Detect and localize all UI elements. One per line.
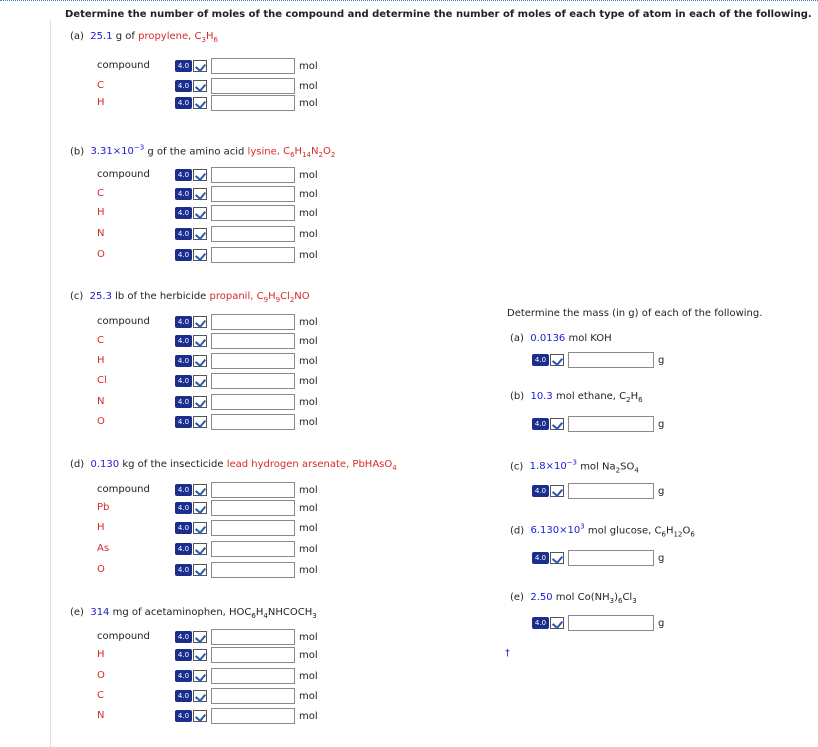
- value-badge[interactable]: 4.0: [175, 335, 192, 347]
- mass-answer-control: [532, 352, 664, 368]
- grams-input[interactable]: [568, 550, 654, 566]
- mol-unit: mol: [299, 97, 318, 109]
- check-icon[interactable]: [550, 485, 564, 497]
- value-badge[interactable]: 4.0: [175, 543, 192, 555]
- value-badge[interactable]: 4.0: [175, 690, 192, 702]
- question-c-row-label: H: [97, 355, 105, 366]
- check-icon[interactable]: [193, 631, 207, 643]
- mol-input[interactable]: [211, 520, 295, 536]
- mol-unit: mol: [299, 522, 318, 534]
- question-a-answer-control: [175, 95, 318, 111]
- check-icon[interactable]: [193, 355, 207, 367]
- question-d-answer-control: [175, 482, 318, 498]
- check-icon[interactable]: [550, 617, 564, 629]
- g-unit: g: [658, 617, 665, 629]
- mass-answer-control: [532, 483, 664, 499]
- mol-input[interactable]: [211, 167, 295, 183]
- mol-input[interactable]: [211, 247, 295, 263]
- question-b-amount: $3.31\times 10^{-3}$: [90, 144, 145, 158]
- mol-input[interactable]: [211, 95, 295, 111]
- value-badge[interactable]: 4.0: [175, 416, 192, 428]
- check-icon[interactable]: [193, 80, 207, 92]
- value-badge[interactable]: 4.0: [175, 80, 192, 92]
- g-unit: g: [658, 552, 665, 564]
- check-icon[interactable]: [193, 543, 207, 555]
- check-icon[interactable]: [193, 564, 207, 576]
- question-c-answer-control: [175, 373, 318, 389]
- mol-unit: mol: [299, 649, 318, 661]
- question-b-row-label: N: [97, 228, 105, 239]
- question-a-answer-control: [175, 58, 318, 74]
- mol-input[interactable]: [211, 78, 295, 94]
- question-a-answer-control: [175, 78, 318, 94]
- value-badge[interactable]: 4.0: [175, 564, 192, 576]
- question-a-compound-name: propylene: [138, 31, 189, 42]
- value-badge[interactable]: 4.0: [175, 316, 192, 328]
- question-c-title: (c) 25.3 lb of the herbicide propanil, $C_9H_9Cl_2NO$: [70, 291, 310, 304]
- value-badge[interactable]: 4.0: [532, 617, 549, 629]
- check-icon[interactable]: [193, 670, 207, 682]
- question-d-row-label: O: [97, 564, 105, 575]
- question-c-answer-control: [175, 394, 318, 410]
- value-badge[interactable]: 4.0: [175, 710, 192, 722]
- mol-unit: mol: [299, 249, 318, 261]
- question-e-row-label: N: [97, 710, 105, 721]
- mass-answer-control: [532, 615, 664, 631]
- mol-input[interactable]: [211, 414, 295, 430]
- grams-input[interactable]: [568, 352, 654, 368]
- question-a-row-label: C: [97, 80, 104, 91]
- check-icon[interactable]: [193, 228, 207, 240]
- question-b-row-label: H: [97, 207, 105, 218]
- value-badge[interactable]: 4.0: [175, 169, 192, 181]
- value-badge[interactable]: 4.0: [175, 249, 192, 261]
- value-badge[interactable]: 4.0: [175, 228, 192, 240]
- value-badge[interactable]: 4.0: [175, 649, 192, 661]
- question-b-answer-control: [175, 247, 318, 263]
- question-e-answer-control: [175, 688, 318, 704]
- question-a-title: (a) 25.1 g of propylene, $C_3H_6$: [70, 31, 218, 44]
- mass-answer-control: [532, 550, 664, 566]
- check-icon[interactable]: [193, 484, 207, 496]
- value-badge[interactable]: 4.0: [175, 522, 192, 534]
- value-badge[interactable]: 4.0: [175, 188, 192, 200]
- check-icon[interactable]: [193, 169, 207, 181]
- top-border: [0, 0, 818, 1]
- mol-input[interactable]: [211, 394, 295, 410]
- question-c-row-label: C: [97, 335, 104, 346]
- question-a-row-label: compound: [97, 60, 150, 71]
- mol-input[interactable]: [211, 226, 295, 242]
- question-b-answer-control: [175, 205, 318, 221]
- question-a-formula: , $C_3H_6$: [188, 31, 218, 44]
- g-unit: g: [658, 418, 665, 430]
- question-b-formula: , $C_6H_{14}N_2O_2$: [276, 146, 336, 160]
- value-badge[interactable]: 4.0: [175, 355, 192, 367]
- g-unit: g: [658, 354, 665, 366]
- check-icon[interactable]: [550, 418, 564, 430]
- value-badge[interactable]: 4.0: [175, 396, 192, 408]
- check-icon[interactable]: [193, 375, 207, 387]
- question-d-answer-control: [175, 541, 318, 557]
- mol-unit: mol: [299, 416, 318, 428]
- mol-unit: mol: [299, 631, 318, 643]
- question-e-answer-control: [175, 629, 318, 645]
- mol-unit: mol: [299, 543, 318, 555]
- mol-unit: mol: [299, 710, 318, 722]
- mass-a-title: (a) 0.0136 mol KOH: [510, 333, 612, 344]
- check-icon[interactable]: [193, 207, 207, 219]
- question-b-row-label: C: [97, 188, 104, 199]
- question-c-row-label: N: [97, 396, 105, 407]
- mol-unit: mol: [299, 207, 318, 219]
- question-d-row-label: H: [97, 522, 105, 533]
- check-icon[interactable]: [550, 354, 564, 366]
- question-d-title: (d) 0.130 kg of the insecticide lead hydrogen arsenate, PbHAsO$_4$: [70, 459, 397, 472]
- mol-input[interactable]: [211, 333, 295, 349]
- left-border: [50, 20, 51, 747]
- mol-unit: mol: [299, 564, 318, 576]
- mass-d-title: (d) $6.130\times 10^3$ mol glucose, $C_6H_{12}O_6$: [510, 523, 695, 539]
- value-badge[interactable]: 4.0: [175, 207, 192, 219]
- question-e-answer-control: [175, 708, 318, 724]
- value-badge[interactable]: 4.0: [532, 552, 549, 564]
- check-icon[interactable]: [550, 552, 564, 564]
- grams-input[interactable]: [568, 416, 654, 432]
- question-d-answer-control: [175, 562, 318, 578]
- check-icon[interactable]: [193, 502, 207, 514]
- mol-input[interactable]: [211, 647, 295, 663]
- question-e-row-label: O: [97, 670, 105, 681]
- mol-input[interactable]: [211, 186, 295, 202]
- mol-unit: mol: [299, 690, 318, 702]
- question-d-answer-control: [175, 520, 318, 536]
- check-icon[interactable]: [193, 710, 207, 722]
- question-c-row-label: Cl: [97, 375, 107, 386]
- grams-input[interactable]: [568, 483, 654, 499]
- mol-unit: mol: [299, 502, 318, 514]
- dagger-mark: †: [505, 648, 510, 659]
- mol-input[interactable]: [211, 668, 295, 684]
- question-d-row-label: Pb: [97, 502, 110, 513]
- question-c-formula: , $C_9H_9Cl_2NO$: [250, 291, 310, 304]
- value-badge[interactable]: 4.0: [532, 485, 549, 497]
- grams-input[interactable]: [568, 615, 654, 631]
- mol-input[interactable]: [211, 353, 295, 369]
- mol-unit: mol: [299, 316, 318, 328]
- question-b-row-label: O: [97, 249, 105, 260]
- question-c-row-label: compound: [97, 316, 150, 327]
- question-e-formula: $HOC_6H_4NHCOCH_3$: [229, 607, 317, 620]
- question-d-answer-control: [175, 500, 318, 516]
- check-icon[interactable]: [193, 188, 207, 200]
- mol-unit: mol: [299, 484, 318, 496]
- check-icon[interactable]: [193, 249, 207, 261]
- question-e-answer-control: [175, 668, 318, 684]
- mol-input[interactable]: [211, 562, 295, 578]
- question-a-amount: 25.1: [90, 31, 113, 42]
- value-badge[interactable]: 4.0: [532, 354, 549, 366]
- mol-unit: mol: [299, 228, 318, 240]
- question-b-answer-control: [175, 186, 318, 202]
- instructions-header: Determine the number of moles of the compound and determine the number of moles of each type of atom in each of the following.: [65, 9, 812, 20]
- mass-b-title: (b) 10.3 mol ethane, $C_2H_6$: [510, 391, 643, 404]
- question-b-answer-control: [175, 167, 318, 183]
- mol-unit: mol: [299, 169, 318, 181]
- mol-input[interactable]: [211, 629, 295, 645]
- question-b-answer-control: [175, 226, 318, 242]
- value-badge[interactable]: 4.0: [175, 670, 192, 682]
- value-badge[interactable]: 4.0: [175, 502, 192, 514]
- question-d-row-label: compound: [97, 484, 150, 495]
- value-badge[interactable]: 4.0: [175, 60, 192, 72]
- mass-answer-control: [532, 416, 664, 432]
- mol-unit: mol: [299, 670, 318, 682]
- mol-unit: mol: [299, 355, 318, 367]
- value-badge[interactable]: 4.0: [175, 97, 192, 109]
- question-e-row-label: C: [97, 690, 104, 701]
- question-c-answer-control: [175, 314, 318, 330]
- question-c-row-label: O: [97, 416, 105, 427]
- question-e-amount: 314: [90, 607, 110, 618]
- value-badge[interactable]: 4.0: [175, 631, 192, 643]
- g-unit: g: [658, 485, 665, 497]
- mol-unit: mol: [299, 80, 318, 92]
- mol-input[interactable]: [211, 58, 295, 74]
- check-icon[interactable]: [193, 522, 207, 534]
- check-icon[interactable]: [193, 690, 207, 702]
- question-d-formula: , PbHAsO$_4$: [346, 459, 397, 472]
- mol-input[interactable]: [211, 708, 295, 724]
- mass-section-title: Determine the mass (in g) of each of the following.: [507, 308, 763, 319]
- question-d-compound-name: lead hydrogen arsenate: [226, 459, 347, 470]
- question-d-amount: 0.130: [90, 459, 120, 470]
- mol-unit: mol: [299, 335, 318, 347]
- value-badge[interactable]: 4.0: [175, 484, 192, 496]
- mol-input[interactable]: [211, 688, 295, 704]
- question-b-compound-name: lysine: [247, 146, 277, 158]
- value-badge[interactable]: 4.0: [175, 375, 192, 387]
- question-e-title: (e) 314 mg of acetaminophen, $HOC_6H_4NHCOCH_3$: [70, 607, 317, 620]
- question-c-answer-control: [175, 414, 318, 430]
- mol-input[interactable]: [211, 541, 295, 557]
- check-icon[interactable]: [193, 60, 207, 72]
- mol-unit: mol: [299, 60, 318, 72]
- question-c-answer-control: [175, 333, 318, 349]
- question-e-row-label: compound: [97, 631, 150, 642]
- mol-input[interactable]: [211, 314, 295, 330]
- question-c-amount: 25.3: [89, 291, 112, 302]
- mol-input[interactable]: [211, 373, 295, 389]
- check-icon[interactable]: [193, 97, 207, 109]
- check-icon[interactable]: [193, 416, 207, 428]
- check-icon[interactable]: [193, 335, 207, 347]
- question-e-answer-control: [175, 647, 318, 663]
- mol-input[interactable]: [211, 482, 295, 498]
- question-d-row-label: As: [97, 543, 110, 554]
- question-c-compound-name: propanil: [209, 291, 251, 302]
- question-a-row-label: H: [97, 97, 105, 108]
- check-icon[interactable]: [193, 396, 207, 408]
- question-b-row-label: compound: [97, 169, 150, 180]
- mol-unit: mol: [299, 396, 318, 408]
- mol-input[interactable]: [211, 205, 295, 221]
- mol-input[interactable]: [211, 500, 295, 516]
- mol-unit: mol: [299, 188, 318, 200]
- check-icon[interactable]: [193, 316, 207, 328]
- question-b-title: (b) $3.31\times 10^{-3}$ g of the amino acid lysine, $C_6H_{14}N_2O_2$: [70, 144, 336, 160]
- mol-unit: mol: [299, 375, 318, 387]
- question-c-answer-control: [175, 353, 318, 369]
- mass-c-title: (c) $1.8\times 10^{-3}$ mol $Na_2SO_4$: [510, 459, 639, 475]
- question-a-letter: (a): [70, 31, 84, 42]
- question-e-row-label: H: [97, 649, 105, 660]
- mass-e-title: (e) 2.50 mol $Co(NH_3)_6Cl_3$: [510, 592, 637, 605]
- value-badge[interactable]: 4.0: [532, 418, 549, 430]
- check-icon[interactable]: [193, 649, 207, 661]
